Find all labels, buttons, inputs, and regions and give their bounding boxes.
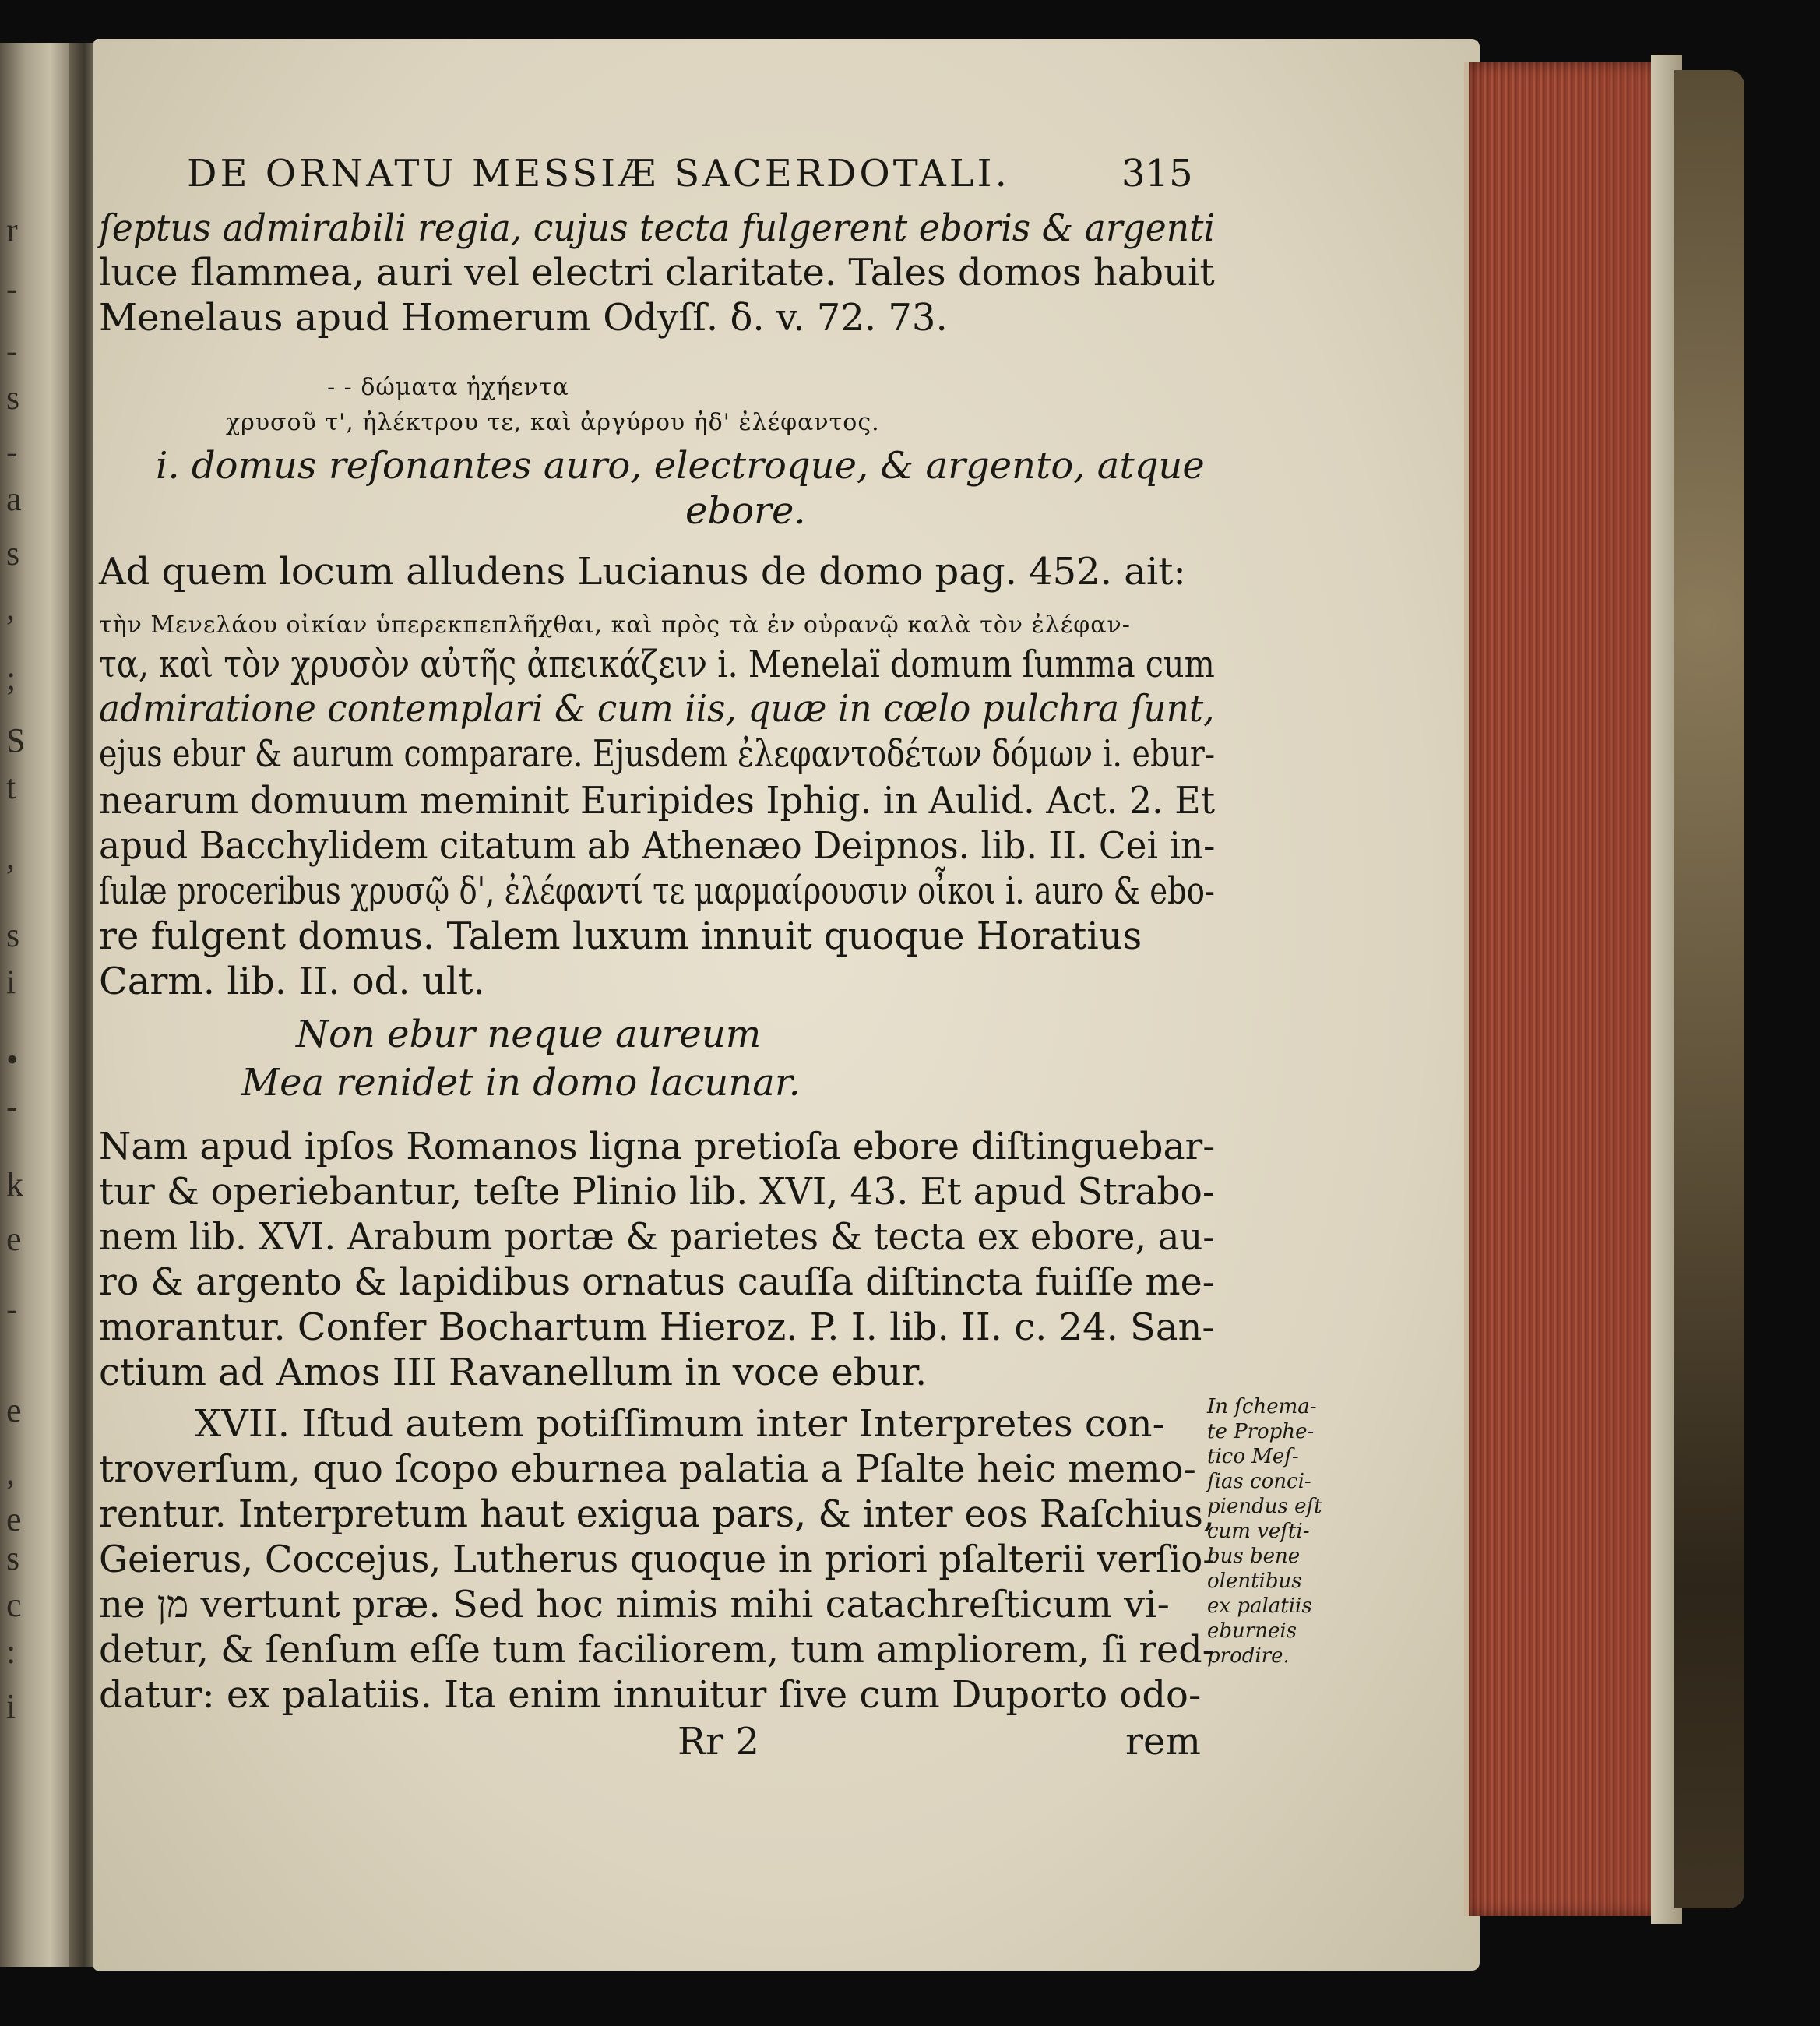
facing-page-char: r (6, 211, 18, 249)
greek-line: - - δώματα ἠχήεντα (327, 374, 569, 401)
body-line: Carm. lib. II. od. ult. (99, 960, 485, 1003)
catchword: rem (1125, 1720, 1201, 1764)
facing-page-char: - (6, 1290, 18, 1328)
margin-note-line: cum veſti- (1207, 1520, 1310, 1543)
facing-page-char: - (6, 1087, 18, 1126)
margin-note-line: piendus eſt (1207, 1495, 1322, 1518)
body-line: rentur. Interpretum haut exigua pars, & inter eos Raſchius, (99, 1492, 1215, 1536)
facing-page-char: e (6, 1391, 22, 1429)
facing-page-edge (0, 43, 72, 1967)
red-page-edges (1464, 62, 1663, 1916)
facing-page-char: i (6, 1687, 16, 1725)
facing-page-char: t (6, 768, 16, 806)
facing-page-char: k (6, 1165, 23, 1203)
facing-page-char: a (6, 480, 22, 518)
facing-page-char: e (6, 1500, 22, 1538)
body-line: τα, καὶ τὸν χρυσὸν αὐτῆς ἀπεικάζειν i. Menelaï domum ſumma cum (99, 643, 1215, 686)
body-line: admiratione contemplari & cum iis, quæ in cœlo pulchra ſunt, (99, 687, 1215, 731)
marbled-cover (1674, 70, 1744, 1908)
facing-page-char: s (6, 916, 20, 954)
facing-page-char: : (6, 1633, 16, 1671)
signature-mark: Rr 2 (678, 1720, 759, 1764)
body-line: Geierus, Coccejus, Lutherus quoque in priori pſalterii verſio- (99, 1538, 1216, 1581)
body-line: ebore. (685, 489, 806, 533)
facing-page-char: s (6, 1539, 20, 1577)
body-line: nearum domuum meminit Euripides Iphig. in Aulid. Act. 2. Et (99, 779, 1216, 823)
facing-page-char: s (6, 379, 20, 417)
margin-note-line: te Prophe- (1207, 1420, 1315, 1443)
body-line: datur: ex palatiis. Ita enim innuitur ſive cum Duporto odo- (99, 1673, 1202, 1717)
body-line: ſulæ proceribus χρυσῷ δ', ἐλέφαντί τε μαρμαίρουσιν οἶκοι i. auro & ebo- (99, 869, 1215, 913)
margin-note-line: olentibus (1207, 1570, 1302, 1593)
facing-page-char: - (6, 270, 18, 308)
body-line: tur & operiebantur, teſte Plinio lib. XVI, 43. Et apud Strabo- (99, 1170, 1215, 1214)
body-line: Nam apud ipſos Romanos ligna pretioſa ebore diſtinguebar- (99, 1125, 1216, 1168)
facing-page-char: , (6, 589, 15, 627)
verse-line: Non ebur neque aureum (296, 1013, 762, 1056)
facing-page-char: i (6, 963, 16, 1001)
body-line: Ad quem locum alludens Lucianus de domo pag. 452. ait: (99, 550, 1186, 594)
margin-note-line: tico Meſ- (1207, 1445, 1299, 1468)
margin-note-line: ex palatiis (1207, 1594, 1312, 1618)
facing-page-char: • (6, 1041, 19, 1079)
greek-line: χρυσοῦ τ', ἠλέκτρου τε, καὶ ἀργύρου ἠδ' ἐλέφαντος. (226, 409, 880, 436)
body-line: ctium ad Amos III Ravanellum in voce ebur. (99, 1351, 928, 1394)
body-line: ro & argento & lapidibus ornatus cauſſa diſtincta fuiſſe me- (99, 1260, 1215, 1304)
verse-line: Mea renidet in domo lacunar. (241, 1061, 801, 1105)
body-line: i. domus reſonantes auro, electroque, & argento, atque (156, 444, 1205, 488)
body-line: XVII. Iſtud autem potiſſimum inter Interpretes con- (195, 1402, 1165, 1446)
margin-note-line: prodire. (1207, 1644, 1290, 1668)
body-line: re fulgent domus. Talem luxum innuit quoque Horatius (99, 914, 1142, 958)
body-line: luce flammea, auri vel electri claritate. Tales domos habuit (99, 251, 1215, 294)
facing-page-char: , (6, 1453, 15, 1492)
margin-note-line: eburneis (1207, 1619, 1297, 1643)
facing-page-char: , (6, 838, 15, 876)
body-line: nem lib. XVI. Arabum portæ & parietes & tecta ex ebore, au- (99, 1215, 1215, 1259)
margin-note (1207, 1394, 1339, 1668)
body-line: detur, & ſenſum eſſe tum faciliorem, tum ampliorem, ſi red- (99, 1628, 1215, 1672)
running-title: DE ORNATU MESSIÆ SACERDOTALI. (187, 152, 1010, 196)
page-number: 315 (1121, 152, 1193, 196)
body-line: ne מן vertunt præ. Sed hoc nimis mihi catachreſticum vi- (99, 1583, 1170, 1626)
facing-page-char: - (6, 332, 18, 370)
margin-note-line: bus bene (1207, 1545, 1301, 1568)
body-line: ſeptus admirabili regia, cujus tecta fulgerent eboris & argenti (99, 206, 1216, 250)
facing-page-char: S (6, 721, 26, 759)
margin-note-line: In ſchema- (1207, 1395, 1317, 1418)
body-line: morantur. Confer Bochartum Hieroz. P. I. lib. II. c. 24. San- (99, 1305, 1215, 1349)
facing-page-char: s (6, 534, 20, 573)
body-line: Menelaus apud Homerum Odyſſ. δ. v. 72. 73. (99, 296, 948, 340)
body-line: troverſum, quo ſcopo eburnea palatia a Pſalte heic memo- (99, 1447, 1196, 1491)
body-line: apud Bacchylidem citatum ab Athenæo Deipnos. lib. II. Cei in- (99, 824, 1216, 868)
facing-page-char: c (6, 1586, 22, 1624)
facing-page-char: ; (6, 659, 16, 697)
facing-page-char: - (6, 433, 18, 471)
body-line: ejus ebur & aurum comparare. Ejusdem ἐλεφαντοδέτων δόμων i. ebur- (99, 732, 1216, 776)
facing-page-char: e (6, 1220, 22, 1258)
margin-note-line: ſias conci- (1207, 1470, 1311, 1493)
greek-line: τὴν Μενελάου οἰκίαν ὑπερεκπεπλῆχθαι, καὶ πρὸς τὰ ἐν οὐρανῷ καλὰ τὸν ἐλέφαν- (99, 611, 1131, 639)
